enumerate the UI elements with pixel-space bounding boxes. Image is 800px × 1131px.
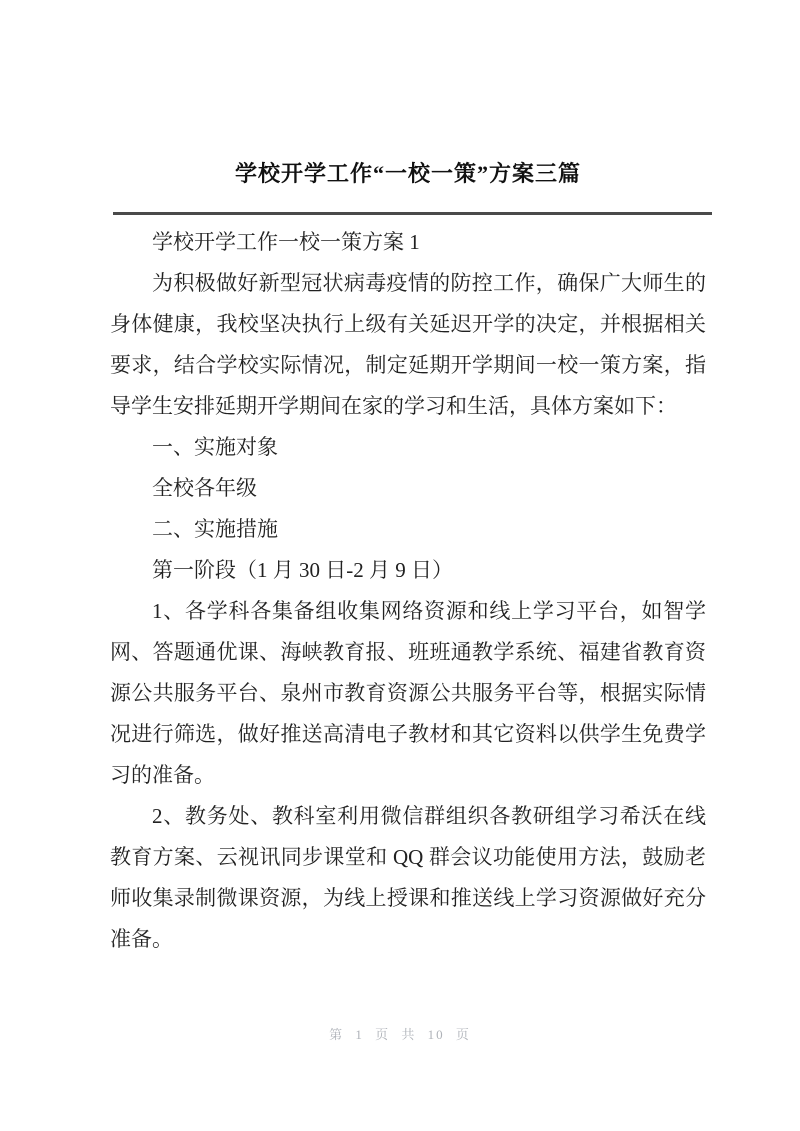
document-title: 学校开学工作“一校一策”方案三篇 bbox=[234, 161, 581, 186]
section-heading-implementation-target: 一、实施对象 bbox=[152, 435, 278, 459]
document-body bbox=[110, 222, 706, 960]
page-number-footer: 第 1 页 共 10 页 bbox=[329, 1027, 471, 1042]
title-divider-rule bbox=[113, 212, 712, 215]
measure-1-paragraph: 1、各学科各集备组收集网络资源和线上学习平台，如智学网、答题通优课、海峡教育报、班班通教学系统、福建省教育资源公共服务平台、泉州市教育资源公共服务平台等，根据实际情况进行筛选，做好推送高清电子教材和其它资料以供学生免费学习的准备。 bbox=[110, 599, 706, 787]
doc-subtitle: 学校开学工作一校一策方案 1 bbox=[152, 230, 420, 254]
phase-one-heading: 第一阶段（1 月 30 日-2 月 9 日） bbox=[152, 558, 453, 582]
target-paragraph: 全校各年级 bbox=[152, 476, 257, 500]
intro-paragraph: 为积极做好新型冠状病毒疫情的防控工作，确保广大师生的身体健康，我校坚决执行上级有关延迟开学的决定，并根据相关要求，结合学校实际情况，制定延期开学期间一校一策方案，指导学生安排延期开学期间在家的学习和生活，具体方案如下： bbox=[110, 271, 706, 418]
section-heading-implementation-measures: 二、实施措施 bbox=[152, 517, 278, 541]
measure-2-paragraph: 2、教务处、教科室利用微信群组织各教研组学习希沃在线教育方案、云视讯同步课堂和 QQ 群会议功能使用方法，鼓励老师收集录制微课资源，为线上授课和推送线上学习资源做好充分准备。 bbox=[110, 804, 706, 951]
